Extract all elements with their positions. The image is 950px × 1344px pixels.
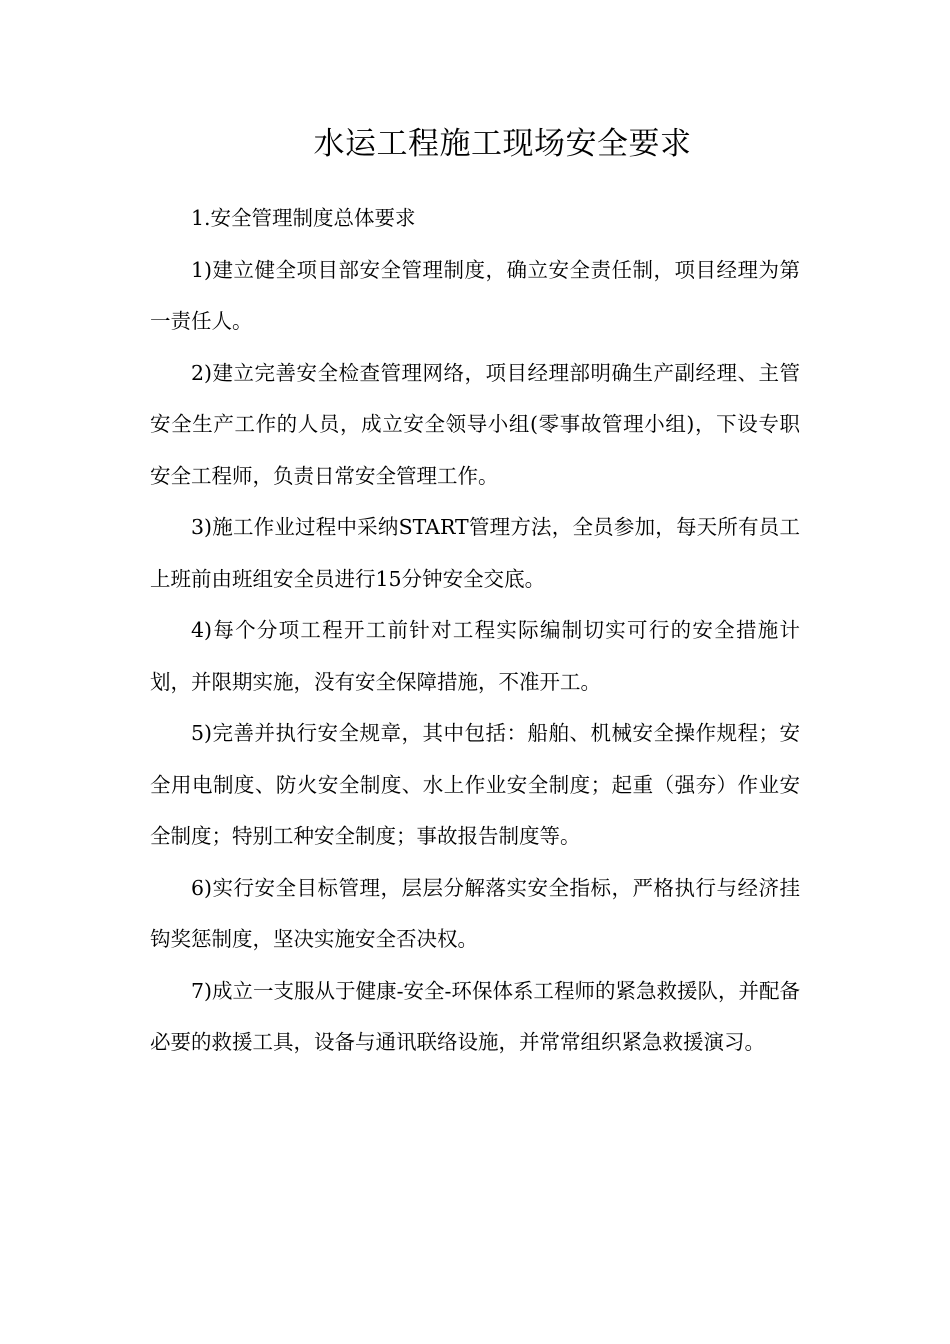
paragraph-item-4: 4)每个分项工程开工前针对工程实际编制切实可行的安全措施计划，并限期实施，没有安全保障措施，不准开工。 xyxy=(150,618,800,694)
paragraph-item-1: 1)建立健全项目部安全管理制度，确立安全责任制，项目经理为第一责任人。 xyxy=(150,257,800,333)
paragraph-item-5: 5)完善并执行安全规章，其中包括：船舶、机械安全操作规程；安全用电制度、防火安全制度、水上作业安全制度；起重（强夯）作业安全制度；特别工种安全制度；事故报告制度等。 xyxy=(150,721,800,848)
paragraph-item-3: 3)施工作业过程中采纳START管理方法，全员参加，每天所有员工上班前由班组安全员进行15分钟安全交底。 xyxy=(150,515,800,591)
paragraph-item-2: 2)建立完善安全检查管理网络，项目经理部明确生产副经理、主管安全生产工作的人员，成立安全领导小组(零事故管理小组)，下设专职安全工程师，负责日常安全管理工作。 xyxy=(150,360,800,488)
document-title: 水运工程施工现场安全要求 xyxy=(313,126,692,162)
section-heading: 1.安全管理制度总体要求 xyxy=(191,206,416,230)
paragraph-item-7: 7)成立一支服从于健康-安全-环保体系工程师的紧急救援队，并配备必要的救援工具，设备与通讯联络设施，并常常组织紧急救援演习。 xyxy=(150,978,800,1054)
document-body xyxy=(150,193,800,1069)
paragraph-item-6: 6)实行安全目标管理，层层分解落实安全指标，严格执行与经济挂钩奖惩制度，坚决实施安全否决权。 xyxy=(150,875,800,951)
